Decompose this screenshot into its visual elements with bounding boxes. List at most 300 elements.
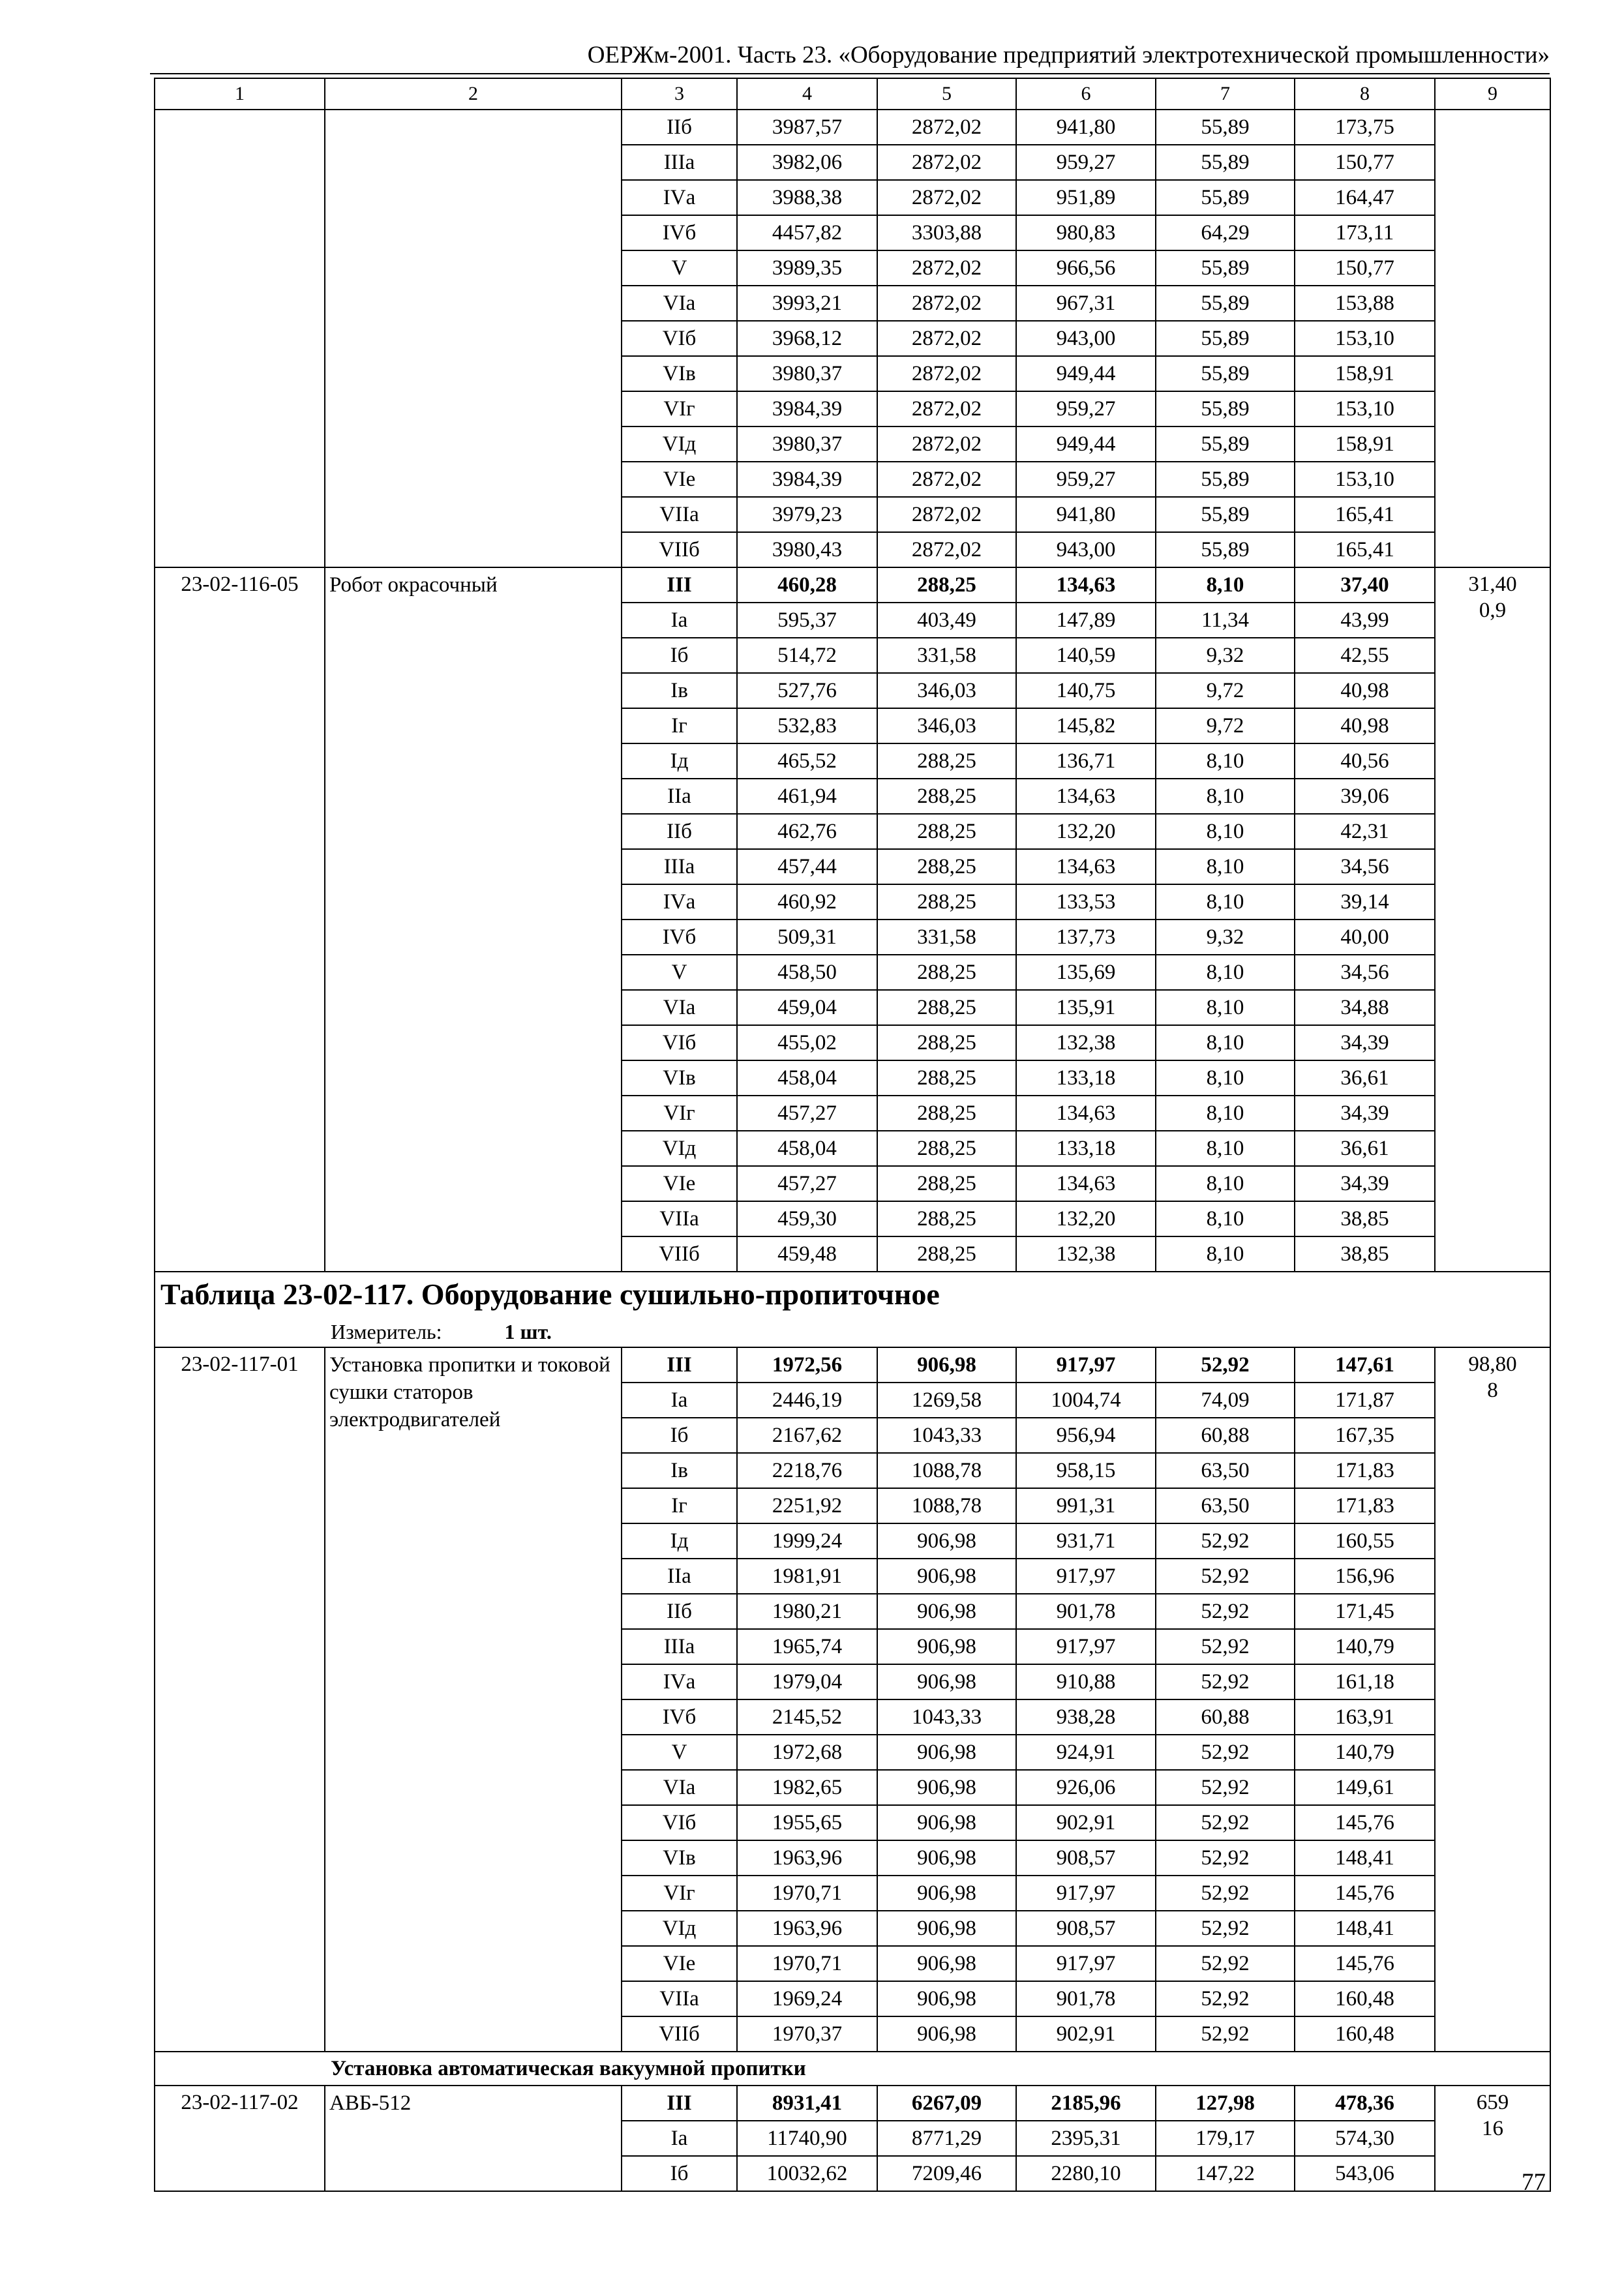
- value-col-6: 134,63: [1016, 779, 1156, 814]
- value-col-6: 132,20: [1016, 814, 1156, 849]
- value-col-6: 941,80: [1016, 497, 1156, 532]
- value-col-4: 11740,90: [737, 2121, 877, 2156]
- value-col-8: 140,79: [1295, 1735, 1435, 1770]
- value-col-8: 34,56: [1295, 849, 1435, 884]
- value-col-6: 133,18: [1016, 1131, 1156, 1166]
- value-col-6: 132,20: [1016, 1201, 1156, 1236]
- price-class: Iа: [622, 603, 737, 638]
- value-col-5: 2872,02: [877, 426, 1016, 462]
- value-col-4: 1965,74: [737, 1629, 877, 1664]
- value-col-7: 52,92: [1156, 1664, 1295, 1699]
- value-col-7: 52,92: [1156, 1770, 1295, 1805]
- price-class: VIд: [622, 1911, 737, 1946]
- price-class: Iб: [622, 1418, 737, 1453]
- value-col-8: 153,10: [1295, 462, 1435, 497]
- value-col-5: 8771,29: [877, 2121, 1016, 2156]
- value-col-7: 55,89: [1156, 532, 1295, 567]
- value-col-7: 8,10: [1156, 884, 1295, 920]
- running-header: ОЕРЖм-2001. Часть 23. «Оборудование предприятий электротехнической промышленности»: [587, 42, 1550, 68]
- value-col-8: 147,61: [1295, 1347, 1435, 1383]
- value-col-6: 941,80: [1016, 110, 1156, 145]
- value-col-6: 924,91: [1016, 1735, 1156, 1770]
- value-col-6: 931,71: [1016, 1523, 1156, 1559]
- value-col-8: 37,40: [1295, 567, 1435, 603]
- value-col-4: 1972,68: [737, 1735, 877, 1770]
- value-col-6: 917,97: [1016, 1629, 1156, 1664]
- value-col-8: 40,98: [1295, 708, 1435, 743]
- price-class: IVа: [622, 1664, 737, 1699]
- value-col-7: 8,10: [1156, 1166, 1295, 1201]
- value-col-7: 60,88: [1156, 1699, 1295, 1735]
- value-col-5: 3303,88: [877, 215, 1016, 250]
- value-col-5: 906,98: [877, 1981, 1016, 2016]
- price-class: VIIб: [622, 532, 737, 567]
- price-class: VIг: [622, 1096, 737, 1131]
- price-class: VIа: [622, 286, 737, 321]
- value-col-5: 2872,02: [877, 462, 1016, 497]
- unit-cell: [155, 1317, 1550, 1347]
- price-class: VIIа: [622, 497, 737, 532]
- column-number-2: 2: [325, 78, 622, 110]
- price-class: IIIа: [622, 849, 737, 884]
- value-col-8: 158,91: [1295, 356, 1435, 391]
- value-col-6: 1004,74: [1016, 1383, 1156, 1418]
- value-col-4: 2446,19: [737, 1383, 877, 1418]
- value-col-6: 132,38: [1016, 1025, 1156, 1060]
- value-col-4: 1970,71: [737, 1876, 877, 1911]
- subheading-row: [155, 2052, 1550, 2086]
- value-col-8: 40,98: [1295, 673, 1435, 708]
- column-9-value: 31,40: [1468, 573, 1517, 596]
- value-col-7: 8,10: [1156, 814, 1295, 849]
- price-class: IIIа: [622, 145, 737, 180]
- price-class: Iд: [622, 743, 737, 779]
- value-col-6: 956,94: [1016, 1418, 1156, 1453]
- value-col-8: 39,14: [1295, 884, 1435, 920]
- value-col-8: 164,47: [1295, 180, 1435, 215]
- price-class: VIе: [622, 462, 737, 497]
- value-col-7: 11,34: [1156, 603, 1295, 638]
- price-class: IVб: [622, 215, 737, 250]
- value-col-6: 135,91: [1016, 990, 1156, 1025]
- value-col-4: 1970,71: [737, 1946, 877, 1981]
- value-col-4: 458,50: [737, 955, 877, 990]
- price-class: Iв: [622, 673, 737, 708]
- value-col-4: 8931,41: [737, 2086, 877, 2121]
- value-col-6: 132,38: [1016, 1236, 1156, 1272]
- value-col-5: 2872,02: [877, 180, 1016, 215]
- value-col-6: 135,69: [1016, 955, 1156, 990]
- price-table: [154, 78, 1551, 2192]
- value-col-5: 288,25: [877, 1025, 1016, 1060]
- value-col-6: 926,06: [1016, 1770, 1156, 1805]
- value-col-8: 36,61: [1295, 1060, 1435, 1096]
- value-col-5: 2872,02: [877, 356, 1016, 391]
- value-col-5: 906,98: [877, 1911, 1016, 1946]
- price-class: Iб: [622, 638, 737, 673]
- table-row: [155, 2086, 1550, 2121]
- value-col-5: 906,98: [877, 1629, 1016, 1664]
- value-col-6: 133,53: [1016, 884, 1156, 920]
- value-col-8: 156,96: [1295, 1559, 1435, 1594]
- value-col-6: 901,78: [1016, 1981, 1156, 2016]
- value-col-8: 171,83: [1295, 1453, 1435, 1488]
- value-col-7: 55,89: [1156, 180, 1295, 215]
- value-col-6: 991,31: [1016, 1488, 1156, 1523]
- value-col-5: 2872,02: [877, 250, 1016, 286]
- header-rule: [150, 73, 1550, 74]
- value-col-7: 52,92: [1156, 1523, 1295, 1559]
- value-col-4: 1963,96: [737, 1911, 877, 1946]
- column-9-value: 659: [1476, 2091, 1509, 2114]
- table-body: [155, 78, 1550, 2191]
- value-col-6: 2395,31: [1016, 2121, 1156, 2156]
- value-col-8: 543,06: [1295, 2156, 1435, 2191]
- value-col-8: 34,39: [1295, 1025, 1435, 1060]
- value-col-4: 458,04: [737, 1060, 877, 1096]
- value-col-6: 917,97: [1016, 1876, 1156, 1911]
- price-class: VIд: [622, 426, 737, 462]
- column-number-8: 8: [1295, 78, 1435, 110]
- price-class: Iа: [622, 2121, 737, 2156]
- price-class: VIIа: [622, 1201, 737, 1236]
- value-col-8: 145,76: [1295, 1876, 1435, 1911]
- value-col-4: 3984,39: [737, 391, 877, 426]
- value-col-7: 63,50: [1156, 1488, 1295, 1523]
- unit-row: [155, 1317, 1550, 1347]
- value-col-8: 38,85: [1295, 1236, 1435, 1272]
- value-col-6: 917,97: [1016, 1946, 1156, 1981]
- position-name: [325, 110, 622, 567]
- value-col-6: 949,44: [1016, 356, 1156, 391]
- price-class: IVа: [622, 884, 737, 920]
- price-class: V: [622, 250, 737, 286]
- value-col-8: 43,99: [1295, 603, 1435, 638]
- value-col-8: 34,39: [1295, 1096, 1435, 1131]
- value-col-8: 42,55: [1295, 638, 1435, 673]
- value-col-6: 959,27: [1016, 145, 1156, 180]
- value-col-5: 288,25: [877, 884, 1016, 920]
- value-col-5: 7209,46: [877, 2156, 1016, 2191]
- value-col-4: 1972,56: [737, 1347, 877, 1383]
- position-name: Установка пропитки и токовой сушки статоров электродвигателей: [325, 1347, 622, 2052]
- table-row: [155, 110, 1550, 145]
- column-9-values: [1435, 567, 1550, 1272]
- value-col-6: 908,57: [1016, 1840, 1156, 1876]
- value-col-6: 133,18: [1016, 1060, 1156, 1096]
- value-col-8: 153,10: [1295, 321, 1435, 356]
- price-class: IIIа: [622, 1629, 737, 1664]
- value-col-7: 64,29: [1156, 215, 1295, 250]
- value-col-6: 134,63: [1016, 849, 1156, 884]
- value-col-7: 8,10: [1156, 1201, 1295, 1236]
- value-col-8: 160,55: [1295, 1523, 1435, 1559]
- value-col-7: 52,92: [1156, 1629, 1295, 1664]
- value-col-8: 173,11: [1295, 215, 1435, 250]
- column-number-9: 9: [1435, 78, 1550, 110]
- value-col-5: 2872,02: [877, 145, 1016, 180]
- value-col-4: 458,04: [737, 1131, 877, 1166]
- price-class: VIг: [622, 1876, 737, 1911]
- value-col-7: 8,10: [1156, 779, 1295, 814]
- value-col-6: 2280,10: [1016, 2156, 1156, 2191]
- value-col-4: 10032,62: [737, 2156, 877, 2191]
- table-row: [155, 567, 1550, 603]
- value-col-7: 55,89: [1156, 391, 1295, 426]
- value-col-6: 140,59: [1016, 638, 1156, 673]
- value-col-5: 1269,58: [877, 1383, 1016, 1418]
- value-col-5: 346,03: [877, 673, 1016, 708]
- value-col-7: 55,89: [1156, 110, 1295, 145]
- value-col-6: 902,91: [1016, 1805, 1156, 1840]
- column-9-values: [1435, 1347, 1550, 2052]
- value-col-5: 2872,02: [877, 110, 1016, 145]
- unit-label: Измеритель:: [331, 1320, 442, 1343]
- value-col-6: 959,27: [1016, 462, 1156, 497]
- value-col-4: 2218,76: [737, 1453, 877, 1488]
- value-col-8: 153,10: [1295, 391, 1435, 426]
- value-col-4: 3968,12: [737, 321, 877, 356]
- value-col-5: 288,25: [877, 1131, 1016, 1166]
- price-class: Iб: [622, 2156, 737, 2191]
- value-col-4: 3980,37: [737, 356, 877, 391]
- value-col-4: 457,27: [737, 1166, 877, 1201]
- value-col-6: 137,73: [1016, 920, 1156, 955]
- value-col-6: 145,82: [1016, 708, 1156, 743]
- value-col-5: 288,25: [877, 1201, 1016, 1236]
- value-col-7: 52,92: [1156, 1559, 1295, 1594]
- value-col-7: 8,10: [1156, 1236, 1295, 1272]
- value-col-5: 288,25: [877, 1236, 1016, 1272]
- value-col-4: 3980,37: [737, 426, 877, 462]
- price-class: VIIб: [622, 1236, 737, 1272]
- value-col-6: 959,27: [1016, 391, 1156, 426]
- page-number: 77: [1522, 2169, 1546, 2196]
- value-col-6: 966,56: [1016, 250, 1156, 286]
- value-col-8: 478,36: [1295, 2086, 1435, 2121]
- value-col-7: 127,98: [1156, 2086, 1295, 2121]
- value-col-7: 8,10: [1156, 1025, 1295, 1060]
- value-col-5: 2872,02: [877, 286, 1016, 321]
- value-col-4: 3980,43: [737, 532, 877, 567]
- price-class: IIа: [622, 1559, 737, 1594]
- value-col-8: 173,75: [1295, 110, 1435, 145]
- value-col-5: 288,25: [877, 990, 1016, 1025]
- value-col-5: 2872,02: [877, 321, 1016, 356]
- unit-value: 1 шт.: [504, 1320, 552, 1343]
- value-col-7: 8,10: [1156, 743, 1295, 779]
- value-col-7: 8,10: [1156, 955, 1295, 990]
- price-class: IVб: [622, 1699, 737, 1735]
- value-col-5: 331,58: [877, 638, 1016, 673]
- price-class: IVб: [622, 920, 737, 955]
- price-class: IIб: [622, 814, 737, 849]
- value-col-8: 40,56: [1295, 743, 1435, 779]
- table-row: [155, 1347, 1550, 1383]
- value-col-4: 3989,35: [737, 250, 877, 286]
- price-class: V: [622, 955, 737, 990]
- value-col-7: 52,92: [1156, 1347, 1295, 1383]
- value-col-8: 36,61: [1295, 1131, 1435, 1166]
- value-col-8: 34,56: [1295, 955, 1435, 990]
- column-number-3: 3: [622, 78, 737, 110]
- price-class: VIе: [622, 1946, 737, 1981]
- value-col-5: 288,25: [877, 849, 1016, 884]
- value-col-5: 2872,02: [877, 391, 1016, 426]
- value-col-5: 6267,09: [877, 2086, 1016, 2121]
- value-col-6: 949,44: [1016, 426, 1156, 462]
- value-col-7: 52,92: [1156, 1594, 1295, 1629]
- value-col-7: 55,89: [1156, 250, 1295, 286]
- value-col-6: 902,91: [1016, 2016, 1156, 2052]
- value-col-8: 38,85: [1295, 1201, 1435, 1236]
- value-col-4: 462,76: [737, 814, 877, 849]
- value-col-8: 39,06: [1295, 779, 1435, 814]
- price-class: IIб: [622, 1594, 737, 1629]
- value-col-4: 3988,38: [737, 180, 877, 215]
- value-col-7: 63,50: [1156, 1453, 1295, 1488]
- value-col-5: 288,25: [877, 955, 1016, 990]
- value-col-8: 158,91: [1295, 426, 1435, 462]
- value-col-8: 150,77: [1295, 145, 1435, 180]
- value-col-4: 459,30: [737, 1201, 877, 1236]
- value-col-7: 9,32: [1156, 920, 1295, 955]
- price-class: VIа: [622, 1770, 737, 1805]
- value-col-7: 52,92: [1156, 1735, 1295, 1770]
- value-col-5: 906,98: [877, 1840, 1016, 1876]
- value-col-7: 55,89: [1156, 497, 1295, 532]
- value-col-8: 574,30: [1295, 2121, 1435, 2156]
- subheading: Установка автоматическая вакуумной пропитки: [155, 2052, 1550, 2086]
- value-col-4: 2145,52: [737, 1699, 877, 1735]
- value-col-5: 906,98: [877, 1876, 1016, 1911]
- table-title-row: [155, 1272, 1550, 1317]
- column-9-value: 98,80: [1468, 1353, 1517, 1376]
- value-col-7: 9,72: [1156, 708, 1295, 743]
- value-col-4: 460,28: [737, 567, 877, 603]
- value-col-6: 901,78: [1016, 1594, 1156, 1629]
- value-col-4: 459,04: [737, 990, 877, 1025]
- value-col-8: 161,18: [1295, 1664, 1435, 1699]
- value-col-4: 3984,39: [737, 462, 877, 497]
- column-9-value: 0,9: [1479, 599, 1507, 622]
- value-col-7: 55,89: [1156, 356, 1295, 391]
- value-col-4: 1981,91: [737, 1559, 877, 1594]
- value-col-8: 171,83: [1295, 1488, 1435, 1523]
- value-col-7: 55,89: [1156, 462, 1295, 497]
- value-col-6: 908,57: [1016, 1911, 1156, 1946]
- column-9-value: 16: [1482, 2117, 1503, 2140]
- column-number-1: 1: [155, 78, 325, 110]
- value-col-8: 148,41: [1295, 1840, 1435, 1876]
- value-col-7: 52,92: [1156, 2016, 1295, 2052]
- value-col-6: 938,28: [1016, 1699, 1156, 1735]
- price-class: VIв: [622, 356, 737, 391]
- value-col-4: 455,02: [737, 1025, 877, 1060]
- value-col-5: 906,98: [877, 1594, 1016, 1629]
- value-col-5: 288,25: [877, 567, 1016, 603]
- value-col-7: 52,92: [1156, 1946, 1295, 1981]
- value-col-8: 40,00: [1295, 920, 1435, 955]
- column-9-values: [1435, 110, 1550, 567]
- value-col-4: 595,37: [737, 603, 877, 638]
- price-class: VIб: [622, 321, 737, 356]
- value-col-8: 145,76: [1295, 1805, 1435, 1840]
- value-col-8: 167,35: [1295, 1418, 1435, 1453]
- position-code: 23-02-117-02: [155, 2086, 325, 2191]
- value-col-7: 74,09: [1156, 1383, 1295, 1418]
- value-col-4: 457,44: [737, 849, 877, 884]
- price-class: VIб: [622, 1025, 737, 1060]
- value-col-8: 34,88: [1295, 990, 1435, 1025]
- value-col-7: 52,92: [1156, 1805, 1295, 1840]
- value-col-7: 55,89: [1156, 321, 1295, 356]
- value-col-8: 171,87: [1295, 1383, 1435, 1418]
- value-col-5: 288,25: [877, 1060, 1016, 1096]
- value-col-4: 1963,96: [737, 1840, 877, 1876]
- value-col-5: 1088,78: [877, 1488, 1016, 1523]
- value-col-6: 140,75: [1016, 673, 1156, 708]
- price-class: III: [622, 567, 737, 603]
- value-col-4: 527,76: [737, 673, 877, 708]
- price-class: III: [622, 1347, 737, 1383]
- column-number-5: 5: [877, 78, 1016, 110]
- value-col-4: 509,31: [737, 920, 877, 955]
- column-number-7: 7: [1156, 78, 1295, 110]
- value-col-7: 55,89: [1156, 145, 1295, 180]
- value-col-8: 160,48: [1295, 1981, 1435, 2016]
- value-col-7: 52,92: [1156, 1840, 1295, 1876]
- price-class: IIа: [622, 779, 737, 814]
- value-col-8: 42,31: [1295, 814, 1435, 849]
- price-class: VIе: [622, 1166, 737, 1201]
- value-col-5: 1043,33: [877, 1699, 1016, 1735]
- column-number-row: [155, 78, 1550, 110]
- price-class: VIв: [622, 1060, 737, 1096]
- value-col-5: 906,98: [877, 1805, 1016, 1840]
- value-col-4: 3993,21: [737, 286, 877, 321]
- price-class: IVа: [622, 180, 737, 215]
- value-col-8: 34,39: [1295, 1166, 1435, 1201]
- value-col-6: 958,15: [1016, 1453, 1156, 1488]
- value-col-5: 906,98: [877, 1523, 1016, 1559]
- price-class: VIIа: [622, 1981, 737, 2016]
- value-col-6: 136,71: [1016, 743, 1156, 779]
- value-col-5: 906,98: [877, 1946, 1016, 1981]
- value-col-6: 951,89: [1016, 180, 1156, 215]
- value-col-6: 943,00: [1016, 321, 1156, 356]
- value-col-8: 150,77: [1295, 250, 1435, 286]
- value-col-4: 2251,92: [737, 1488, 877, 1523]
- column-9-value: 8: [1487, 1379, 1498, 1402]
- value-col-4: 4457,82: [737, 215, 877, 250]
- value-col-4: 532,83: [737, 708, 877, 743]
- price-class: V: [622, 1735, 737, 1770]
- value-col-6: 134,63: [1016, 567, 1156, 603]
- value-col-8: 165,41: [1295, 497, 1435, 532]
- value-col-5: 288,25: [877, 743, 1016, 779]
- value-col-4: 457,27: [737, 1096, 877, 1131]
- value-col-7: 147,22: [1156, 2156, 1295, 2191]
- value-col-5: 288,25: [877, 814, 1016, 849]
- value-col-6: 2185,96: [1016, 2086, 1156, 2121]
- value-col-5: 906,98: [877, 1664, 1016, 1699]
- price-class: IIб: [622, 110, 737, 145]
- price-class: VIб: [622, 1805, 737, 1840]
- value-col-4: 1970,37: [737, 2016, 877, 2052]
- position-name: Робот окрасочный: [325, 567, 622, 1272]
- position-name: АВБ-512: [325, 2086, 622, 2191]
